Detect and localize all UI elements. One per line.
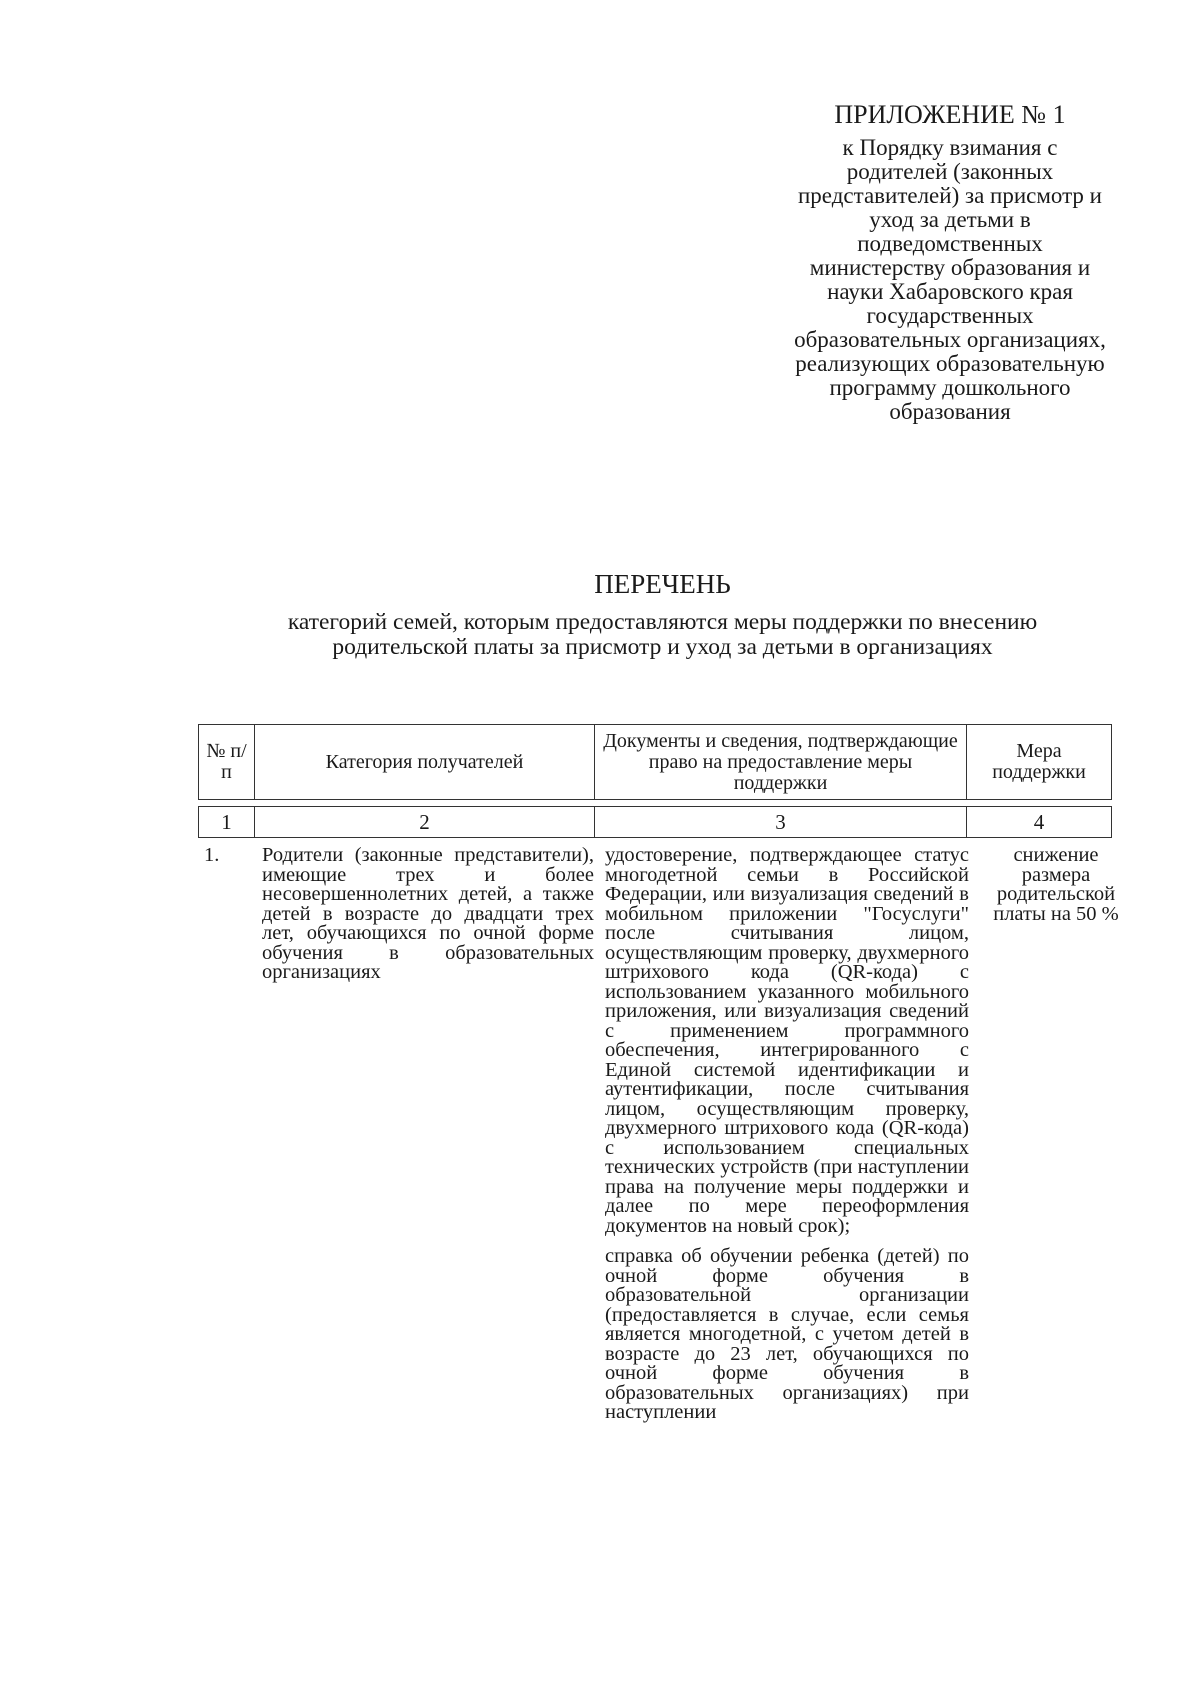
header-cell-documents: Документы и сведения, подтверждающие право на предоставление меры поддержки xyxy=(595,725,967,800)
column-number: 3 xyxy=(595,807,967,838)
table-header-row xyxy=(199,725,1112,800)
appendix-line: уход за детьми в xyxy=(869,207,1031,232)
document-subtitle-line: категорий семей, которым предоставляются меры поддержки по внесению xyxy=(287,609,1038,635)
appendix-line: программу дошкольного xyxy=(829,375,1071,400)
column-number: 4 xyxy=(967,807,1112,838)
appendix-line: представителей) за присмотр и xyxy=(797,183,1102,208)
appendix-line: родителей (законных xyxy=(846,159,1054,184)
appendix-line: к Порядку взимания с xyxy=(842,135,1058,160)
document-title: ПЕРЕЧЕНЬ xyxy=(594,569,731,599)
document-item: справка об обучении ребенка (детей) по очной форме обучения в образовательной организации (предоставляется в случае, если семья является многодетной, с учетом детей в возрасте до 23 лет, обучающихся по очной форме обучения в образовательных организациях) при наступлении xyxy=(605,1245,969,1423)
header-cell-category: Категория получателей xyxy=(255,725,595,800)
appendix-title: ПРИЛОЖЕНИЕ № 1 xyxy=(834,100,1066,129)
header-cell-measure: Мера поддержки xyxy=(967,725,1112,800)
row-number: 1. xyxy=(204,844,220,866)
document-item: удостоверение, подтверждающее статус многодетной семьи в Российской Федерации, или визуализация сведений в мобильном приложении "Госуслуги" после считывания лицом, осуществляющим проверку, двухмерного штрихового кода (QR-кода) с использованием указанного мобильного приложения, или визуализация сведений с применением программного обеспечения, интегрированного с Единой системой идентификации и аутентификации, после считывания лицом, осуществляющим проверку, двухмерного штрихового кода (QR-кода) с использованием специальных технических устройств (при наступлении права на получение меры поддержки и далее по мере переоформления документов на новый срок); xyxy=(605,844,969,1237)
appendix-line: подведомственных xyxy=(857,231,1043,256)
appendix-line: образования xyxy=(889,399,1011,424)
row-measure: снижение размера родительской платы на 50 % xyxy=(993,844,1119,925)
document-heading xyxy=(190,568,1135,660)
row-category: Родители (законные представители), имеющие трех и более несовершеннолетних детей, а также детей в возрасте до двадцати трех лет, обучающихся по очной форме обучения в образовательных организациях xyxy=(262,844,594,983)
document-subtitle-line: родительской платы за присмотр и уход за детьми в организациях xyxy=(332,634,993,660)
appendix-line: науки Хабаровского края xyxy=(827,279,1073,304)
row-documents xyxy=(605,846,969,1434)
column-number: 1 xyxy=(199,807,255,838)
header-cell-number: № п/п xyxy=(199,725,255,800)
appendix-line: реализующих образовательную xyxy=(795,351,1105,376)
appendix-line: министерству образования и xyxy=(809,255,1091,280)
column-number-row xyxy=(199,807,1112,838)
appendix-line: образовательных организациях, xyxy=(794,327,1106,352)
appendix-block xyxy=(750,100,1150,424)
column-number: 2 xyxy=(255,807,595,838)
appendix-line: государственных xyxy=(866,303,1034,328)
categories-table-header xyxy=(198,724,1112,838)
